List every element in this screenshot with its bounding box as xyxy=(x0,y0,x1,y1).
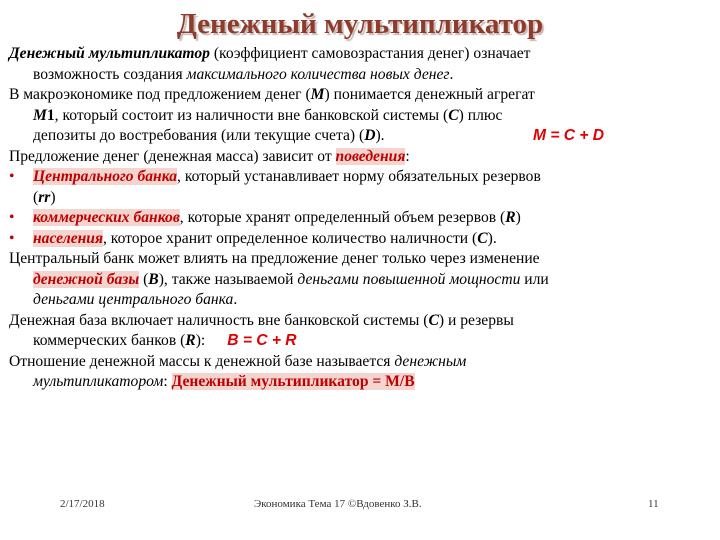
var-C: С xyxy=(428,311,439,329)
paragraph-depends-on xyxy=(9,147,708,168)
text: возможность создания xyxy=(33,65,187,83)
bullet-icon: • xyxy=(9,168,15,185)
var-M1-index: 1 xyxy=(46,106,55,124)
text: Денежная база включает наличность вне банковской системы ( xyxy=(9,311,429,329)
term-money-multiplier: Денежный мультипликатор xyxy=(9,45,210,62)
bullet-icon: • xyxy=(9,229,15,247)
paragraph-ratio xyxy=(9,352,708,373)
text: ) плюс xyxy=(458,106,503,124)
text: ) и резервы xyxy=(438,311,514,329)
emphasis-monetary-base: денежной базы xyxy=(33,270,140,288)
text: или xyxy=(520,270,549,288)
text: . xyxy=(449,65,454,83)
paragraph-definition xyxy=(9,44,708,65)
list-item-commercial-banks xyxy=(9,208,708,229)
text: , которые хранят определенный объем резервов ( xyxy=(179,209,506,226)
var-M1: М xyxy=(33,106,47,124)
paragraph-money-supply-cont2 xyxy=(9,126,708,147)
emphasis-multiplier: мультипликатором xyxy=(33,373,164,390)
text: ). xyxy=(375,127,385,144)
paragraph-monetary-base-cont xyxy=(9,331,708,352)
emphasis-population: населения xyxy=(33,229,103,247)
paragraph-definition-cont xyxy=(9,65,708,86)
text: (коэффициент самовозрастания денег) означает xyxy=(209,45,531,62)
text: ): xyxy=(195,332,206,349)
text: : xyxy=(163,373,172,390)
text: В макроэкономике под предложением денег ( xyxy=(9,86,311,103)
text: , которое хранит определенное количество наличности ( xyxy=(103,229,478,247)
paragraph-ratio-cont xyxy=(9,372,708,393)
footer-page-number: 11 xyxy=(648,498,659,510)
emphasis-commercial-banks: коммерческих банков xyxy=(33,209,180,226)
emphasis-high-powered-money: деньгами повышенной мощности xyxy=(297,270,521,288)
formula-monetary-base: B = C + R xyxy=(227,332,297,349)
var-R: R xyxy=(185,332,196,349)
text: Отношение денежной массы к денежной базе называется xyxy=(9,352,395,370)
paragraph-money-supply xyxy=(9,85,708,106)
var-rr: rr xyxy=(38,188,51,206)
list-item-central-bank-cont xyxy=(9,188,708,209)
text: ). xyxy=(487,229,497,247)
emphasis-behavior: поведения xyxy=(335,147,406,165)
slide-title: Денежный мультипликатор xyxy=(176,8,544,40)
list-item-central-bank xyxy=(9,167,708,188)
paragraph-monetary-base xyxy=(9,311,708,332)
emphasis-central-bank-money: деньгами центрального банка xyxy=(33,291,234,308)
text: ) понимается денежный агрегат xyxy=(324,86,535,103)
paragraph-central-bank-influence-cont2 xyxy=(9,290,708,311)
var-M: М xyxy=(310,86,325,103)
text: ( xyxy=(33,188,39,206)
var-C: С xyxy=(448,106,459,124)
text: ) xyxy=(50,188,56,206)
var-R: R xyxy=(505,209,516,226)
var-D: D xyxy=(364,127,376,144)
text: Центральный банк может влиять на предложение денег только через изменение xyxy=(9,250,540,267)
paragraph-central-bank-influence xyxy=(9,249,708,270)
text: . xyxy=(233,291,238,308)
emphasis-max-new-money: максимального количества новых денег xyxy=(186,65,450,83)
footer-center: Экономика Тема 17 ©Вдовенко З.В. xyxy=(254,498,422,510)
paragraph-money-supply-cont xyxy=(9,106,708,127)
var-C: C xyxy=(477,229,488,247)
text: депозиты до востребования (или текущие счета) ( xyxy=(33,127,365,144)
text: ( xyxy=(139,270,149,288)
text: ) xyxy=(515,209,521,226)
list-item-population xyxy=(9,229,708,250)
text: Предложение денег (денежная масса) зависит от xyxy=(9,147,336,165)
formula-money-supply: M = C + D xyxy=(533,127,605,144)
var-B: В xyxy=(148,270,159,288)
footer-date: 2/17/2018 xyxy=(60,498,105,510)
slide-body xyxy=(9,44,708,393)
emphasis-money-multiplier: денежным xyxy=(394,352,467,370)
bullet-icon: • xyxy=(9,209,15,226)
formula-money-multiplier: Денежный мультипликатор = М/В xyxy=(171,373,415,390)
text: ), также называемой xyxy=(158,270,298,288)
text: , который состоит из наличности вне банковской системы ( xyxy=(54,106,449,124)
emphasis-central-bank: Центрального банка xyxy=(33,168,178,185)
text: : xyxy=(405,147,410,165)
paragraph-central-bank-influence-cont xyxy=(9,270,708,291)
text: коммерческих банков ( xyxy=(33,332,186,349)
text: , который устанавливает норму обязательных резервов xyxy=(177,168,541,185)
